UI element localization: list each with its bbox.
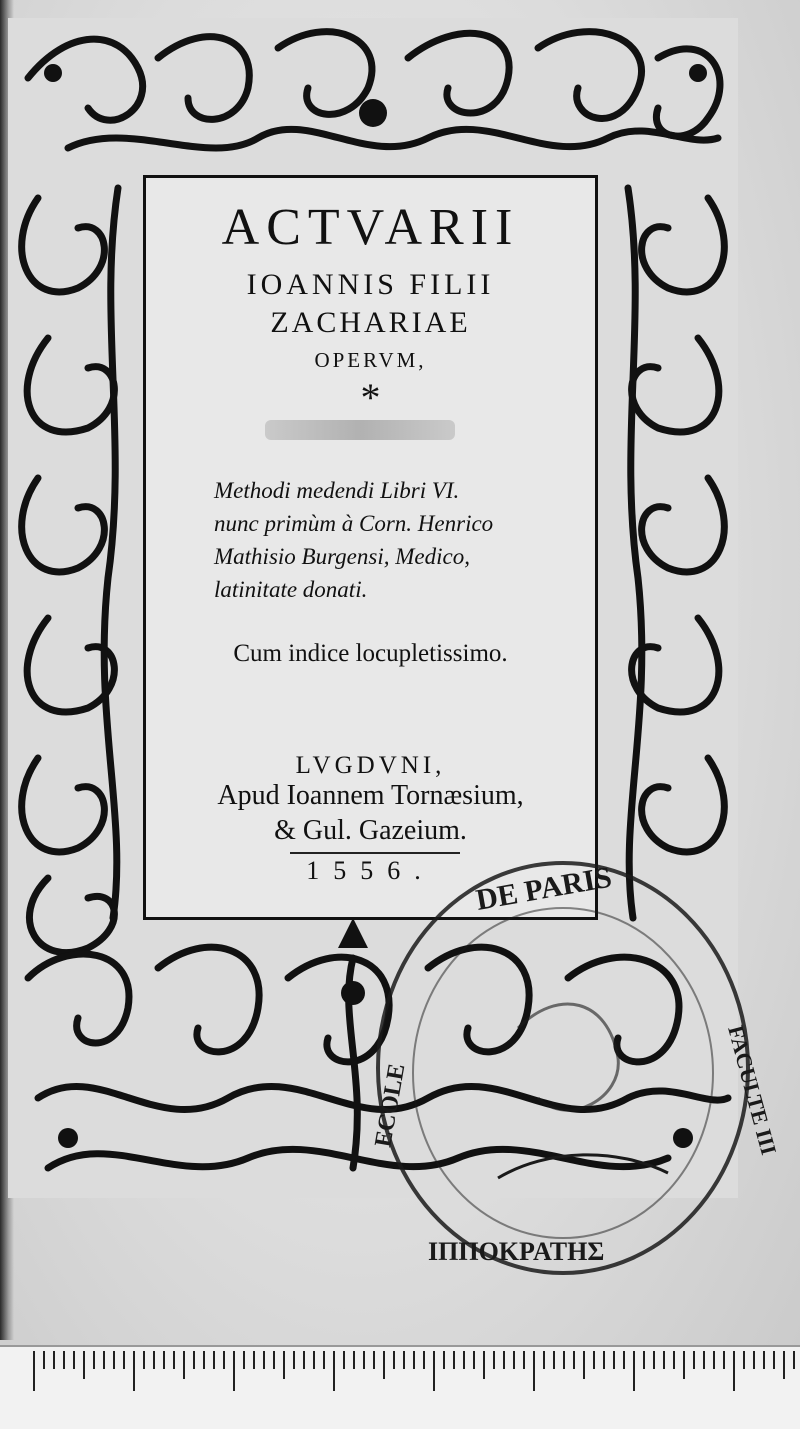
erased-text-smudge <box>265 420 455 440</box>
svg-text:DE PARIS: DE PARIS <box>473 860 615 917</box>
imprint-printer-2: & Gul. Gazeium. <box>274 815 467 846</box>
index-note: Cum indice locupletissimo. <box>233 640 508 667</box>
library-stamp <box>368 848 782 1288</box>
subtitle: OPERVM, <box>314 348 427 372</box>
book-title: ACTVARII <box>221 199 520 256</box>
measuring-ruler <box>0 1345 800 1429</box>
imprint-printer-1: Apud Ioannem Tornæsium, <box>217 780 524 811</box>
imprint-city: LVGDVNI, <box>295 752 446 779</box>
author-line-1: IOANNIS FILII <box>246 268 495 301</box>
description-line: latinitate donati. <box>214 577 368 602</box>
description-line: Mathisio Burgensi, Medico, <box>214 544 470 569</box>
svg-text:FACULTE III: FACULTE III <box>723 1022 782 1158</box>
description-line: Methodi medendi Libri VI. <box>214 478 460 503</box>
svg-text:IΠΠOKPATHΣ: IΠΠOKPATHΣ <box>428 1237 605 1266</box>
author-line-2: ZACHARIAE <box>270 306 471 339</box>
svg-text:ECOLE: ECOLE <box>370 1061 411 1150</box>
description-line: nunc primùm à Corn. Henrico <box>214 511 494 536</box>
publication-year: 1556. <box>306 856 435 885</box>
asterisk-ornament: * <box>360 375 381 420</box>
